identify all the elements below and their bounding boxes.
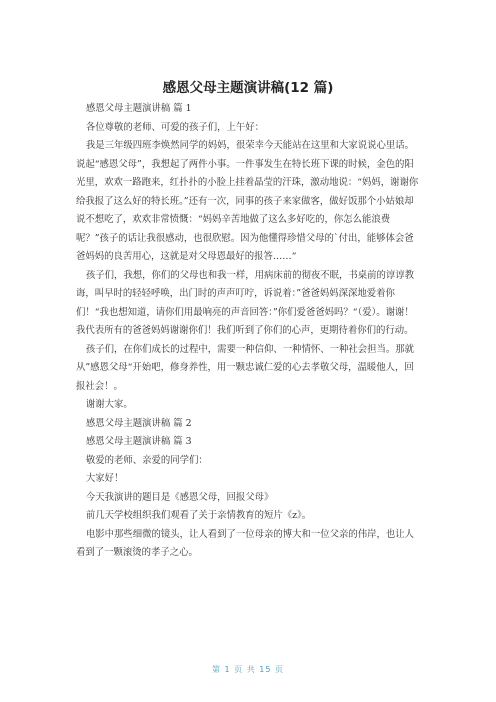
salutation: 敬爱的老师、亲爱的同学们： [85, 454, 208, 466]
page-indicator: 第 1 页 共 15 页 [212, 665, 284, 674]
greeting: 大家好！ [85, 473, 124, 484]
body-paragraph: 我是三年级四班李焕然同学的妈妈，很荣幸今天能站在这里和大家说说心里话。说起“感恩父母”，我想起了两件小事。一件事发生在特长班下课的时候，金色的阳光里，欢欢一路跑来，红扑扑的小脸上挂着晶莹的汗珠，激动地说：“妈妈，谢谢你给我报了这么好的特长班。”还有一次，同事的孩子来家做客，做好饭那个小姑娘却说不想吃了，欢欢非常愤慨：“妈妈辛苦地做了这么多好吃的，你怎么能浪费呢？”孩子的话让我很感动，也很欣慰。因为他懂得珍惜父母的`付出，能够体会爸爸妈妈的良苦用心，这就是对父母恩最好的报答……“ [76, 140, 419, 262]
section-heading-2: 感恩父母主题演讲稿 篇 2 [85, 417, 192, 429]
closing-line: 谢谢大家。 [85, 399, 133, 410]
body-paragraph: 孩子们，在你们成长的过程中，需要一种信仰、一种情怀、一种社会担当。那就从”感恩父母“开始吧，修身养性，用一颗忠诚仁爱的心去孝敬父母，温暖他人，回报社会！。 [76, 343, 414, 392]
section-heading-1: 感恩父母主题演讲稿 篇 1 [85, 103, 192, 114]
body-paragraph: 孩子们，我想，你们的父母也和我一样，用病床前的彻夜不眠，书桌前的谆谆教诲，叫早时的轻轻呼唤，出门时的声声叮咛，诉说着：”爸爸妈妈深深地爱着你们！“我也想知道，请你们用最响亮的声音回答：”你们爱爸爸妈吗？“（爱）。谢谢！我代表所有的爸爸妈妈谢谢你们！我们听到了你们的心声，更期待着你们的行动。 [76, 269, 414, 336]
section-heading-3: 感恩父母主题演讲稿 篇 3 [85, 436, 192, 447]
salutation: 各位尊敬的老师、可爱的孩子们，上午好： [85, 121, 264, 133]
body-paragraph: 电影中那些细微的镜头，让人看到了一位母亲的博大和一位父亲的伟岸，也让人看到了一颗滚烫的孝子之心。 [76, 528, 414, 558]
body-paragraph: 前几天学校组织我们观看了关于亲情教育的短片《z》。 [85, 510, 312, 521]
body-paragraph: 今天我演讲的题目是《感恩父母，回报父母》 [85, 491, 274, 503]
document-title: 感恩父母主题演讲稿(12 篇) [162, 80, 334, 96]
document-body [76, 100, 421, 563]
